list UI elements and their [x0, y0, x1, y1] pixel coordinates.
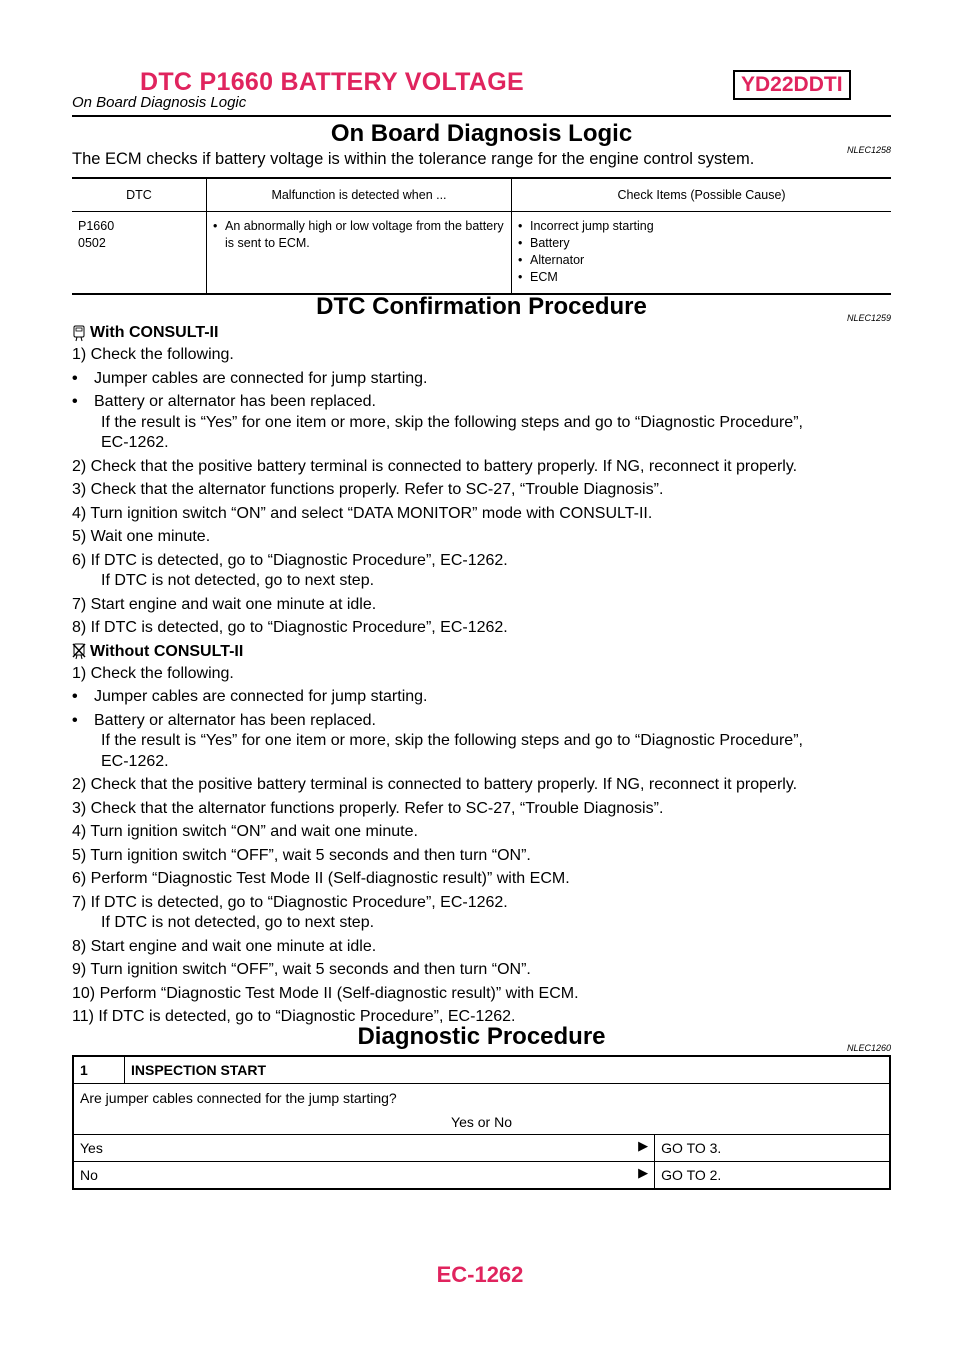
obd-logic-intro: The ECM checks if battery voltage is within the tolerance range for the engine control system. — [72, 150, 755, 168]
bullet-icon: • — [518, 253, 523, 267]
answer-yes: Yes — [80, 1140, 103, 1156]
table-header: DTC — [72, 178, 207, 212]
answer-label: Yes or No — [451, 1114, 512, 1130]
page-number: EC-1262 — [436, 1262, 524, 1287]
confirmation-title: DTC Confirmation Procedure — [316, 293, 647, 320]
cause-item: Alternator — [530, 253, 585, 267]
without-consult-label: Without CONSULT-II — [90, 642, 244, 660]
diagnostic-title: Diagnostic Procedure — [357, 1023, 606, 1050]
step-text: 10) Perform “Diagnostic Test Mode II (Self-diagnostic result)” with ECM. — [72, 984, 579, 1002]
step-text: 2) Check that the positive battery terminal is connected to battery properly. If NG, reconnect it properly. — [72, 457, 798, 475]
step-text: 11) If DTC is detected, go to “Diagnostic Procedure”, EC-1262. — [72, 1008, 516, 1025]
table-row — [73, 1084, 890, 1135]
diagnostic-table — [72, 1055, 891, 1190]
step-text: If DTC is not detected, go to next step. — [101, 572, 375, 589]
step-text: 4) Turn ignition switch “ON” and wait one minute. — [72, 823, 418, 840]
cause-item: Incorrect jump starting — [530, 219, 654, 233]
step-text: Battery or alternator has been replaced. — [94, 711, 376, 729]
step-text: Battery or alternator has been replaced. — [94, 393, 376, 410]
bullet-icon: • — [72, 369, 78, 387]
header-divider — [72, 115, 891, 117]
step-text: 5) Wait one minute. — [72, 528, 211, 545]
answer-no: No — [80, 1167, 98, 1183]
model-code-box: YD22DDTI — [733, 70, 851, 100]
cause-item: Battery — [530, 236, 570, 250]
step-text: 7) Start engine and wait one minute at idle. — [72, 595, 377, 613]
step-text: 6) Perform “Diagnostic Test Mode II (Self-diagnostic result)” with ECM. — [72, 870, 570, 887]
arrow-right-icon: ▶ — [638, 1138, 649, 1153]
obd-logic-title: On Board Diagnosis Logic — [330, 120, 633, 147]
page-subtitle: On Board Diagnosis Logic — [72, 94, 247, 111]
cause-item: ECM — [530, 270, 558, 284]
bullet-icon: • — [518, 270, 523, 284]
obd-logic-section — [72, 120, 891, 295]
step-text: 9) Turn ignition switch “OFF”, wait 5 seconds and then turn “ON”. — [72, 961, 531, 978]
obd-logic-ref: NLEC1258 — [846, 145, 891, 155]
step-text: 2) Check that the positive battery terminal is connected to battery properly. If NG, reconnect it properly. — [72, 776, 798, 793]
step-text: If the result is “Yes” for one item or more, skip the following steps and go to “Diagnostic Procedure”, — [101, 732, 803, 749]
table-row — [73, 1056, 890, 1084]
table-header: Check Items (Possible Cause) — [512, 178, 892, 212]
table-row — [73, 1135, 890, 1162]
step-text: Jumper cables are connected for jump starting. — [94, 688, 428, 705]
consult-tester-icon — [72, 325, 86, 342]
with-consult-heading — [72, 323, 891, 343]
step-text: If the result is “Yes” for one item or more, skip the following steps and go to “Diagnostic Procedure”, — [101, 413, 803, 431]
step-text: EC-1262. — [101, 434, 169, 451]
step-text: 3) Check that the alternator functions properly. Refer to SC-27, “Trouble Diagnosis”. — [72, 799, 664, 817]
diagnostic-section — [72, 1023, 891, 1190]
step-text: 1) Check the following. — [72, 346, 234, 363]
bullet-icon: • — [518, 236, 523, 250]
bullet-icon: • — [72, 711, 78, 729]
step-text: 5) Turn ignition switch “OFF”, wait 5 seconds and then turn “ON”. — [72, 846, 531, 864]
step-number: 1 — [73, 1056, 125, 1084]
table-header: Malfunction is detected when ... — [207, 178, 512, 212]
bullet-icon: • — [72, 688, 78, 705]
no-tester-icon — [72, 643, 86, 660]
step-text: 8) If DTC is detected, go to “Diagnostic Procedure”, EC-1262. — [72, 619, 508, 636]
page-title: DTC P1660 BATTERY VOLTAGE — [140, 68, 524, 96]
action-text: GO TO 2. — [655, 1162, 890, 1190]
step-text: 1) Check the following. — [72, 664, 234, 682]
malfunction-text: An abnormally high or low voltage from the battery is sent to ECM. — [225, 219, 504, 250]
without-consult-heading — [72, 642, 891, 662]
step-text: 7) If DTC is detected, go to “Diagnostic Procedure”, EC-1262. — [72, 893, 508, 911]
dtc-subcode: 0502 — [78, 236, 106, 250]
table-row — [73, 1162, 890, 1190]
confirmation-section — [72, 293, 891, 1028]
obd-logic-table — [72, 177, 891, 295]
step-text: 4) Turn ignition switch “ON” and select “DATA MONITOR” mode with CONSULT-II. — [72, 504, 653, 522]
arrow-right-icon: ▶ — [638, 1165, 649, 1180]
diagnostic-ref: NLEC1260 — [846, 1043, 891, 1053]
bullet-icon: • — [213, 219, 218, 233]
dtc-code: P1660 — [78, 219, 115, 233]
action-text: GO TO 3. — [655, 1135, 890, 1162]
step-text: If DTC is not detected, go to next step. — [101, 914, 375, 931]
step-title: INSPECTION START — [125, 1056, 891, 1084]
step-text: 6) If DTC is detected, go to “Diagnostic Procedure”, EC-1262. — [72, 551, 508, 569]
step-text: 3) Check that the alternator functions properly. Refer to SC-27, “Trouble Diagnosis”. — [72, 481, 664, 498]
step-question: Are jumper cables connected for the jump starting? — [80, 1090, 397, 1106]
step-text: 8) Start engine and wait one minute at idle. — [72, 937, 377, 955]
step-text: Jumper cables are connected for jump starting. — [94, 369, 428, 387]
with-consult-label: With CONSULT-II — [90, 324, 219, 341]
step-text: EC-1262. — [101, 752, 169, 770]
bullet-icon: • — [72, 393, 78, 410]
confirmation-ref: NLEC1259 — [846, 313, 891, 323]
table-row — [72, 212, 891, 294]
bullet-icon: • — [518, 219, 523, 233]
